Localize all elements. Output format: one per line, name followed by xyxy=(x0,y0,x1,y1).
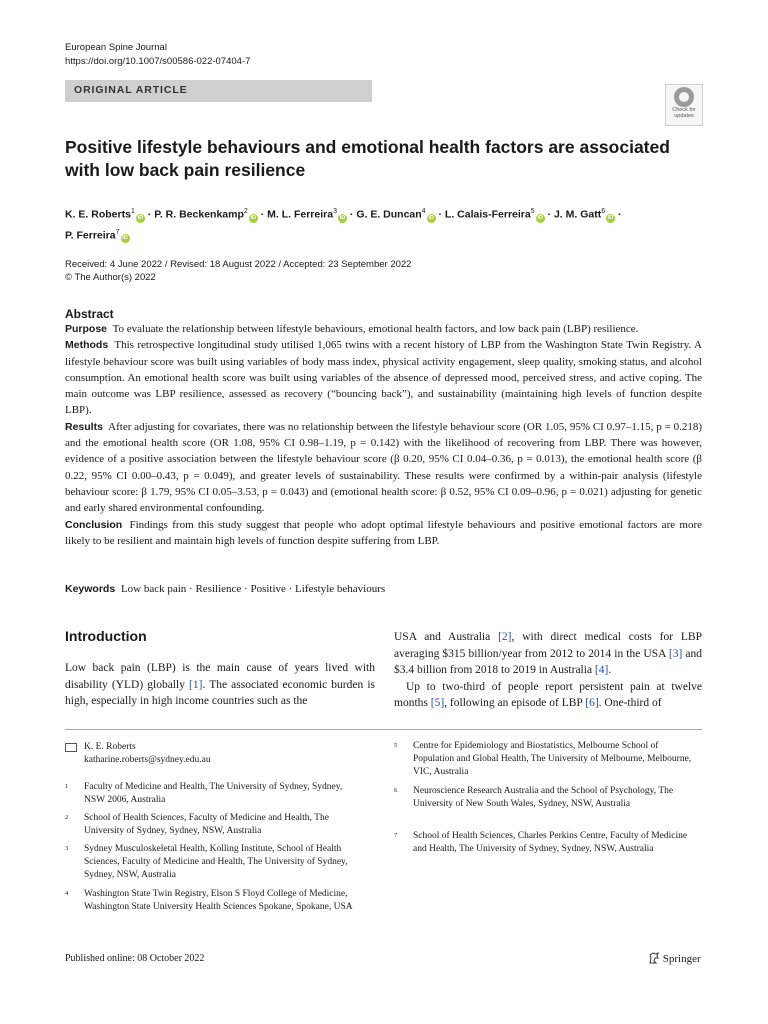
abstract-purpose xyxy=(65,321,702,337)
author-name[interactable]: J. M. Gatt xyxy=(553,208,602,221)
check-for-updates-badge[interactable] xyxy=(665,84,703,126)
affiliation-number: 2 xyxy=(65,814,69,821)
orcid-icon[interactable]: iD xyxy=(428,214,434,221)
journal-header xyxy=(65,41,250,69)
author-affiliation-number: 1 xyxy=(130,208,135,215)
affiliation-number: 7 xyxy=(394,832,398,839)
copyright: © The Author(s) 2022 xyxy=(65,272,156,283)
author-list: K. E. Roberts$^1$iD · P. R. Beckenkamp$^2$iD · M. L. Ferreira$^3$iD · G. E. Duncan$^4$iD · L. Calais-Ferreira$^5$iD · J. M. Gatt$^6$iD · P. Ferreira$^7$iD xyxy=(65,208,622,241)
purpose-text: To evaluate the relationship between lifestyle behaviours, emotional health factors, and low back pain (LBP) resilience. xyxy=(112,323,639,335)
article-type-band xyxy=(65,80,372,102)
affiliation-text: Centre for Epidemiology and Biostatistics, Melbourne School of Population and Global Health, The University of Melbourne, Melbourne, VIC, Australia xyxy=(413,741,692,777)
badge-line-1: Check for xyxy=(672,107,696,113)
paragraph xyxy=(394,629,702,679)
text: and $3.4 billion from 2018 to 2019 in Australia xyxy=(394,647,703,676)
footnote-divider xyxy=(65,729,702,730)
text: Up to two-third of people report persistent pain at twelve months xyxy=(394,680,702,709)
introduction-right-column xyxy=(394,629,702,712)
author-affiliation-number: 6 xyxy=(601,208,606,215)
orcid-icon[interactable]: iD xyxy=(607,214,614,221)
affiliation xyxy=(394,785,694,811)
text: . xyxy=(608,664,612,676)
methods-text: This retrospective longitudinal study utilised 1,065 twins with a recent history of LBP from the Washington State Twin Registry. A lifestyle behaviour score was built using variables of body mass index, physical activity engagement, sleep quality, smoking status, and alcohol consumption. An emotional health score was built using variables of the absence of depressed mood, perceived stress, and active coping. The main outcome was LBP resilience, assessed as recovery (“bouncing back”), and sustainability (maintaining high levels of function despite LBP). xyxy=(65,339,702,417)
keywords-text: Low back pain · Resilience · Positive · Lifestyle behaviours xyxy=(120,583,386,595)
affiliation-number: 4 xyxy=(65,890,69,897)
affiliation-number: 1 xyxy=(65,783,69,790)
text: Low back pain (LBP) is the main cause of years lived with disability (YLD) globally xyxy=(65,662,375,691)
text: . The associated economic burden is high, especially in high income countries such as the xyxy=(65,678,375,707)
author-affiliation-number: 4 xyxy=(421,208,426,215)
article-dates xyxy=(65,258,411,284)
author-name[interactable]: M. L. Ferreira xyxy=(267,208,334,221)
abstract-results xyxy=(65,419,702,517)
introduction-left-column xyxy=(65,660,375,710)
text: . One-third of xyxy=(598,697,662,709)
journal-name: European Spine Journal xyxy=(65,42,167,53)
purpose-label: Purpose xyxy=(65,323,108,335)
author-name[interactable]: G. E. Duncan xyxy=(356,208,422,221)
paragraph xyxy=(65,660,375,710)
affiliation-text: Sydney Musculoskeletal Health, Kolling Institute, School of Health Sciences, Faculty of Medicine and Health, The University of Sydney, Sydney, NSW, Australia xyxy=(84,844,348,880)
orcid-icon[interactable]: iD xyxy=(122,235,128,241)
author-name[interactable]: L. Calais-Ferreira xyxy=(444,208,531,221)
affiliation xyxy=(394,740,694,779)
affiliation xyxy=(65,888,365,914)
envelope-icon xyxy=(65,743,77,752)
keywords xyxy=(65,581,702,597)
abstract-body xyxy=(65,321,702,549)
orcid-icon[interactable]: iD xyxy=(137,214,144,221)
affiliation-text: School of Health Sciences, Faculty of Medicine and Health, The University of Sydney, Sydney, NSW, Australia xyxy=(84,813,329,836)
affiliation xyxy=(65,781,365,807)
orcid-icon[interactable]: iD xyxy=(250,214,257,221)
citation-link[interactable]: [2] xyxy=(498,631,512,643)
results-text: After adjusting for covariates, there was no relationship between the lifestyle behaviour score (OR 1.05, 95% CI 0.97–1.15, p = 0.218) and the emotional health score (OR 1.08, 95% CI 0.98–1.19, p = 0.142) with the likelihood of recovering from LBP. There was however, evidence of a positive association between the lifestyle behaviour score (β 0.20, 95% CI 0.04–0.36, p = 0.013), the emotional health score (β 0.22, 95% CI 0.00–0.43, p = 0.049), and greater levels of sustainability. These results were confirmed by a within-pair analysis (lifestyle behaviour score: β 1.79, 95% CI 0.05–3.53, p = 0.043) and (emotional health score: β 0.52, 95% CI 0.09–0.96, p = 0.021) adjusting for genetic and early shared environmental confounding. xyxy=(65,420,702,515)
citation-link[interactable]: [6] xyxy=(585,697,599,709)
citation-link[interactable]: [3] xyxy=(668,647,683,660)
affiliation-text: School of Health Sciences, Charles Perkins Centre, Faculty of Medicine and Health, The University of Sydney, Sydney, NSW, Australia xyxy=(413,831,688,854)
citation-link[interactable]: [4] xyxy=(594,664,609,676)
correspondence-email[interactable]: katharine.roberts@sydney.edu.au xyxy=(84,755,211,765)
affiliation xyxy=(65,812,365,838)
author-affiliation-number: 5 xyxy=(530,208,535,215)
affiliation xyxy=(394,830,694,856)
text: , following an episode of LBP xyxy=(444,697,586,709)
badge-line-2: updates xyxy=(674,113,694,119)
affiliation xyxy=(65,843,365,882)
author-affiliation-number: 2 xyxy=(243,208,248,215)
affiliation-text: Washington State Twin Registry, Elson S Floyd College of Medicine, Washington State University Health Sciences Spokane, Spokane, USA xyxy=(84,889,353,912)
affiliation-text: Faculty of Medicine and Health, The University of Sydney, Sydney, NSW 2006, Australia xyxy=(84,782,343,805)
citation-link[interactable]: [5] xyxy=(430,697,445,709)
correspondence xyxy=(65,741,365,767)
text: , with direct medical costs for LBP averaging $315 billion/year from 2012 to 2014 in the USA xyxy=(394,631,702,660)
paragraph xyxy=(394,679,702,712)
correspondence-name: K. E. Roberts xyxy=(84,742,136,752)
introduction-heading: Introduction xyxy=(65,628,147,644)
orcid-icon[interactable]: iD xyxy=(339,214,346,221)
affiliation-number: 6 xyxy=(394,787,398,794)
article-type: ORIGINAL ARTICLE xyxy=(74,84,188,96)
publisher-logo xyxy=(648,952,701,965)
orcid-icon[interactable]: iD xyxy=(537,214,543,221)
results-label: Results xyxy=(65,420,103,433)
conclusion-text: Findings from this study suggest that people who adopt optimal lifestyle behaviours and positive emotional factors are more likely to be resilient and maintain high levels of function despite suffering from LBP. xyxy=(65,518,702,547)
author-affiliation-number: 3 xyxy=(333,208,337,215)
methods-label: Methods xyxy=(65,339,109,352)
affiliation-number: 5 xyxy=(394,742,398,749)
springer-horse-icon xyxy=(648,952,660,964)
published-online: Published online: 08 October 2022 xyxy=(65,953,205,964)
publisher-name: Springer xyxy=(662,953,701,965)
conclusion-label: Conclusion xyxy=(65,518,123,531)
affiliation-number: 3 xyxy=(65,845,69,852)
citation-link[interactable]: [1] xyxy=(189,678,203,691)
abstract-heading: Abstract xyxy=(65,307,114,321)
abstract-methods xyxy=(65,337,702,418)
author-name[interactable]: P. Ferreira xyxy=(65,229,116,241)
author-name[interactable]: K. E. Roberts xyxy=(65,208,131,221)
doi-link[interactable]: https://doi.org/10.1007/s00586-022-07404-7 xyxy=(65,56,251,67)
author-name[interactable]: P. R. Beckenkamp xyxy=(154,208,244,221)
text: USA and Australia xyxy=(394,631,499,643)
check-for-updates-icon xyxy=(674,87,694,107)
author-affiliation-number: 7 xyxy=(115,228,120,236)
abstract-conclusion xyxy=(65,517,702,550)
affiliation-text: Neuroscience Research Australia and the School of Psychology, The University of New South Wales, Sydney, NSW, Australia xyxy=(413,786,674,809)
article-history: Received: 4 June 2022 / Revised: 18 August 2022 / Accepted: 23 September 2022 xyxy=(65,259,412,270)
article-title: Positive lifestyle behaviours and emotional health factors are associated with low back pain resilience xyxy=(65,137,670,180)
keywords-label: Keywords xyxy=(65,583,116,595)
